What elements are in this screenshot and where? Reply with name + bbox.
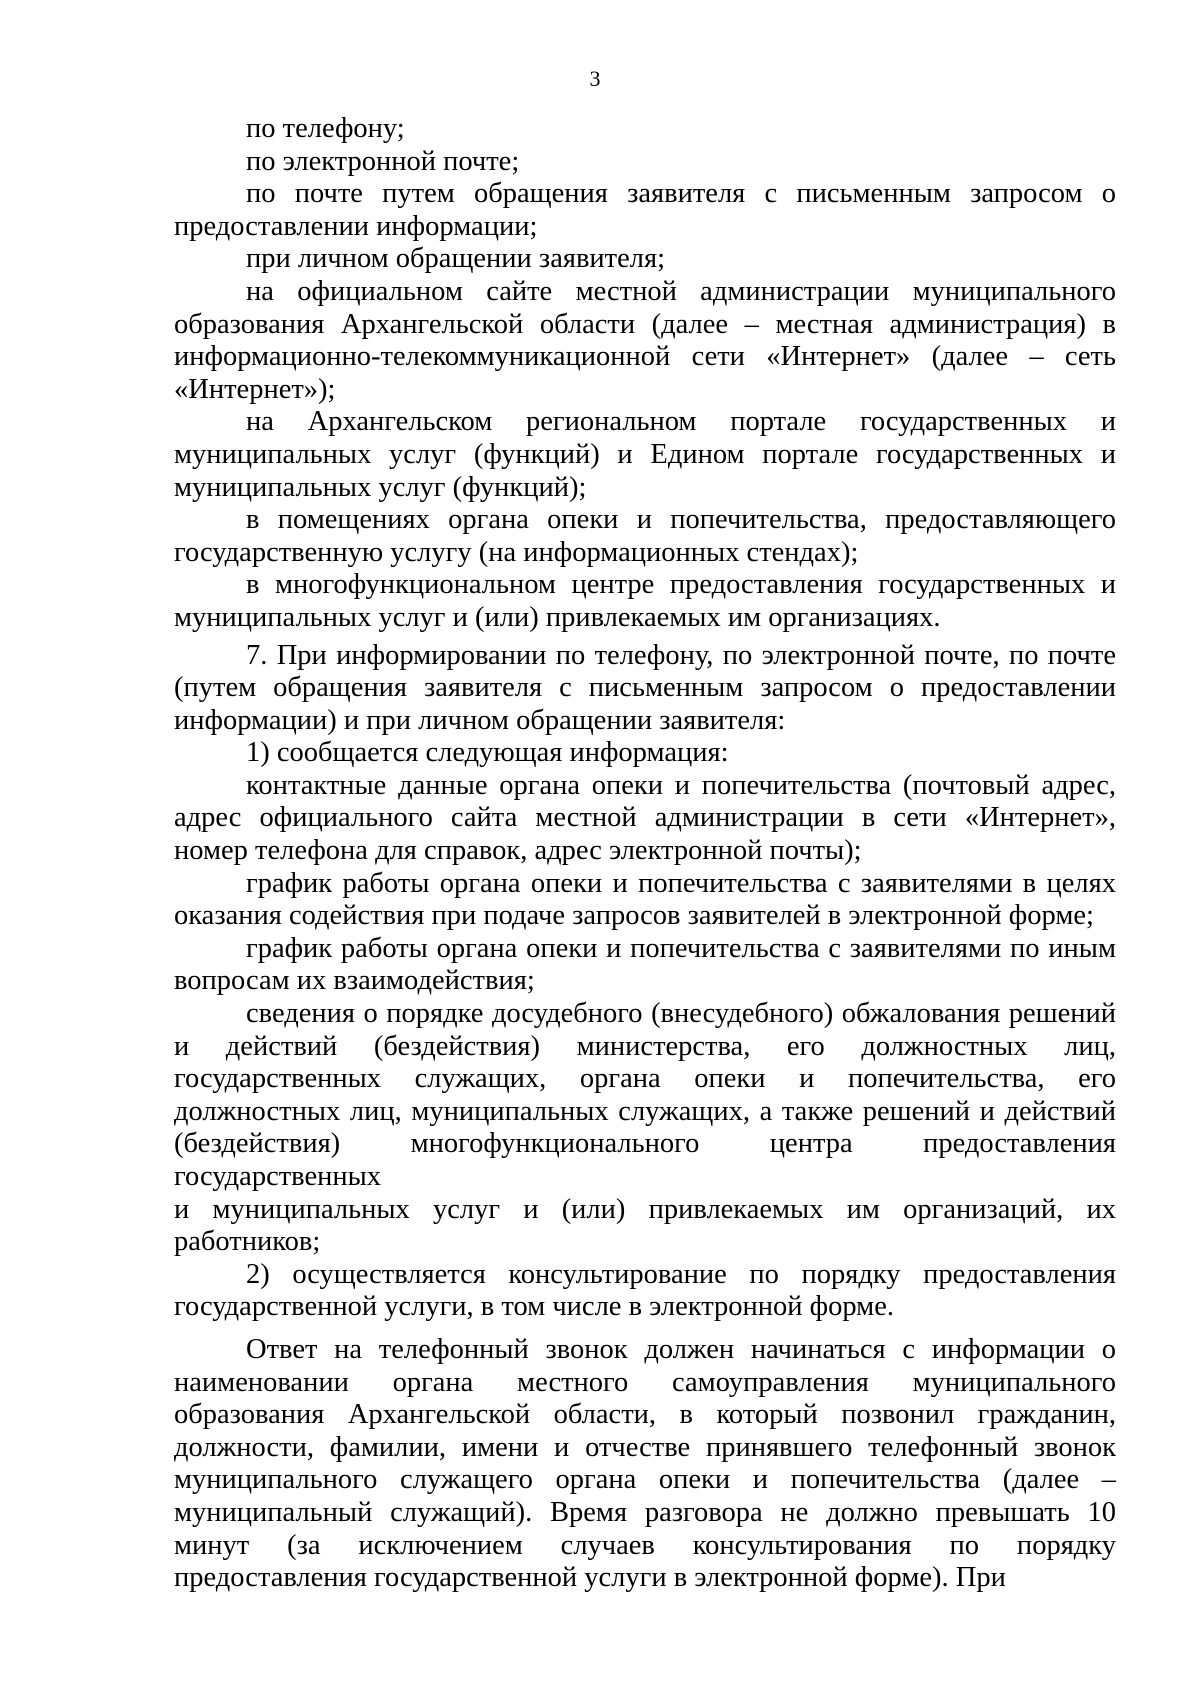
paragraph: по почте путем обращения заявителя с письменным запросом о предоставлении информации; <box>174 178 1116 242</box>
paragraph: 2) осуществляется консультирование по порядку предоставления государственной услуги, в том числе в электронной форме. <box>174 1258 1116 1323</box>
paragraph: 7. При информировании по телефону, по электронной почте, по почте (путем обращения заявителя с письменным запросом о предоставлении информации) и при личном обращении заявителя: <box>174 639 1116 736</box>
paragraph: при личном обращении заявителя; <box>246 243 666 275</box>
page-number: 3 <box>589 66 601 91</box>
paragraph: в помещениях органа опеки и попечительства, предоставляющего государственную услугу (на информационных стендах); <box>174 504 1116 568</box>
paragraph: на Архангельском региональном портале государственных и муниципальных услуг (функций) и Едином портале государственных и муниципальных услуг (функций); <box>174 406 1116 503</box>
paragraph: и муниципальных услуг и (или) привлекаемых им организаций, их работников; <box>174 1193 1116 1258</box>
paragraph: сведения о порядке досудебного (внесудебного) обжалования решений и действий (бездействия) министерства, его должностных лиц, государственных служащих, органа опеки и попечительства, его должностных лиц, муниципальных служащих, а также решений и действий (бездействия) многофункционального центра предоставления государственных <box>174 998 1116 1192</box>
paragraph: график работы органа опеки и попечительства с заявителями по иным вопросам их взаимодействия; <box>174 932 1116 997</box>
paragraph: график работы органа опеки и попечительства с заявителями в целях оказания содействия при подаче запросов заявителей в электронной форме; <box>174 867 1116 932</box>
document-body <box>174 113 1116 1595</box>
paragraph: контактные данные органа опеки и попечительства (почтовый адрес, адрес официального сайта местной администрации в сети «Интернет», номер телефона для справок, адрес электронной почты); <box>174 769 1116 867</box>
paragraph: Ответ на телефонный звонок должен начинаться с информации о наименовании органа местного самоуправления муниципального образования Архангельской области, в который позвонил гражданин, должности, фамилии, имени и отчестве принявшего телефонный звонок муниципального служащего органа опеки и попечительства (далее – муниципальный служащий). Время разговора не должно превышать 10 минут (за исключением случаев консультирования по порядку предоставления государственной услуги в электронной форме). При <box>174 1333 1116 1594</box>
paragraph: по электронной почте; <box>246 145 520 177</box>
paragraph: 1) сообщается следующая информация: <box>246 737 729 769</box>
paragraph: в многофункциональном центре предоставления государственных и муниципальных услуг и (или) привлекаемых им организациях. <box>174 569 1116 633</box>
paragraph: на официальном сайте местной администрации муниципального образования Архангельской области (далее – местная администрация) в информационно-телекоммуникационной сети «Интернет» (далее – сеть «Интернет»); <box>174 275 1116 405</box>
paragraph: по телефону; <box>246 113 405 144</box>
